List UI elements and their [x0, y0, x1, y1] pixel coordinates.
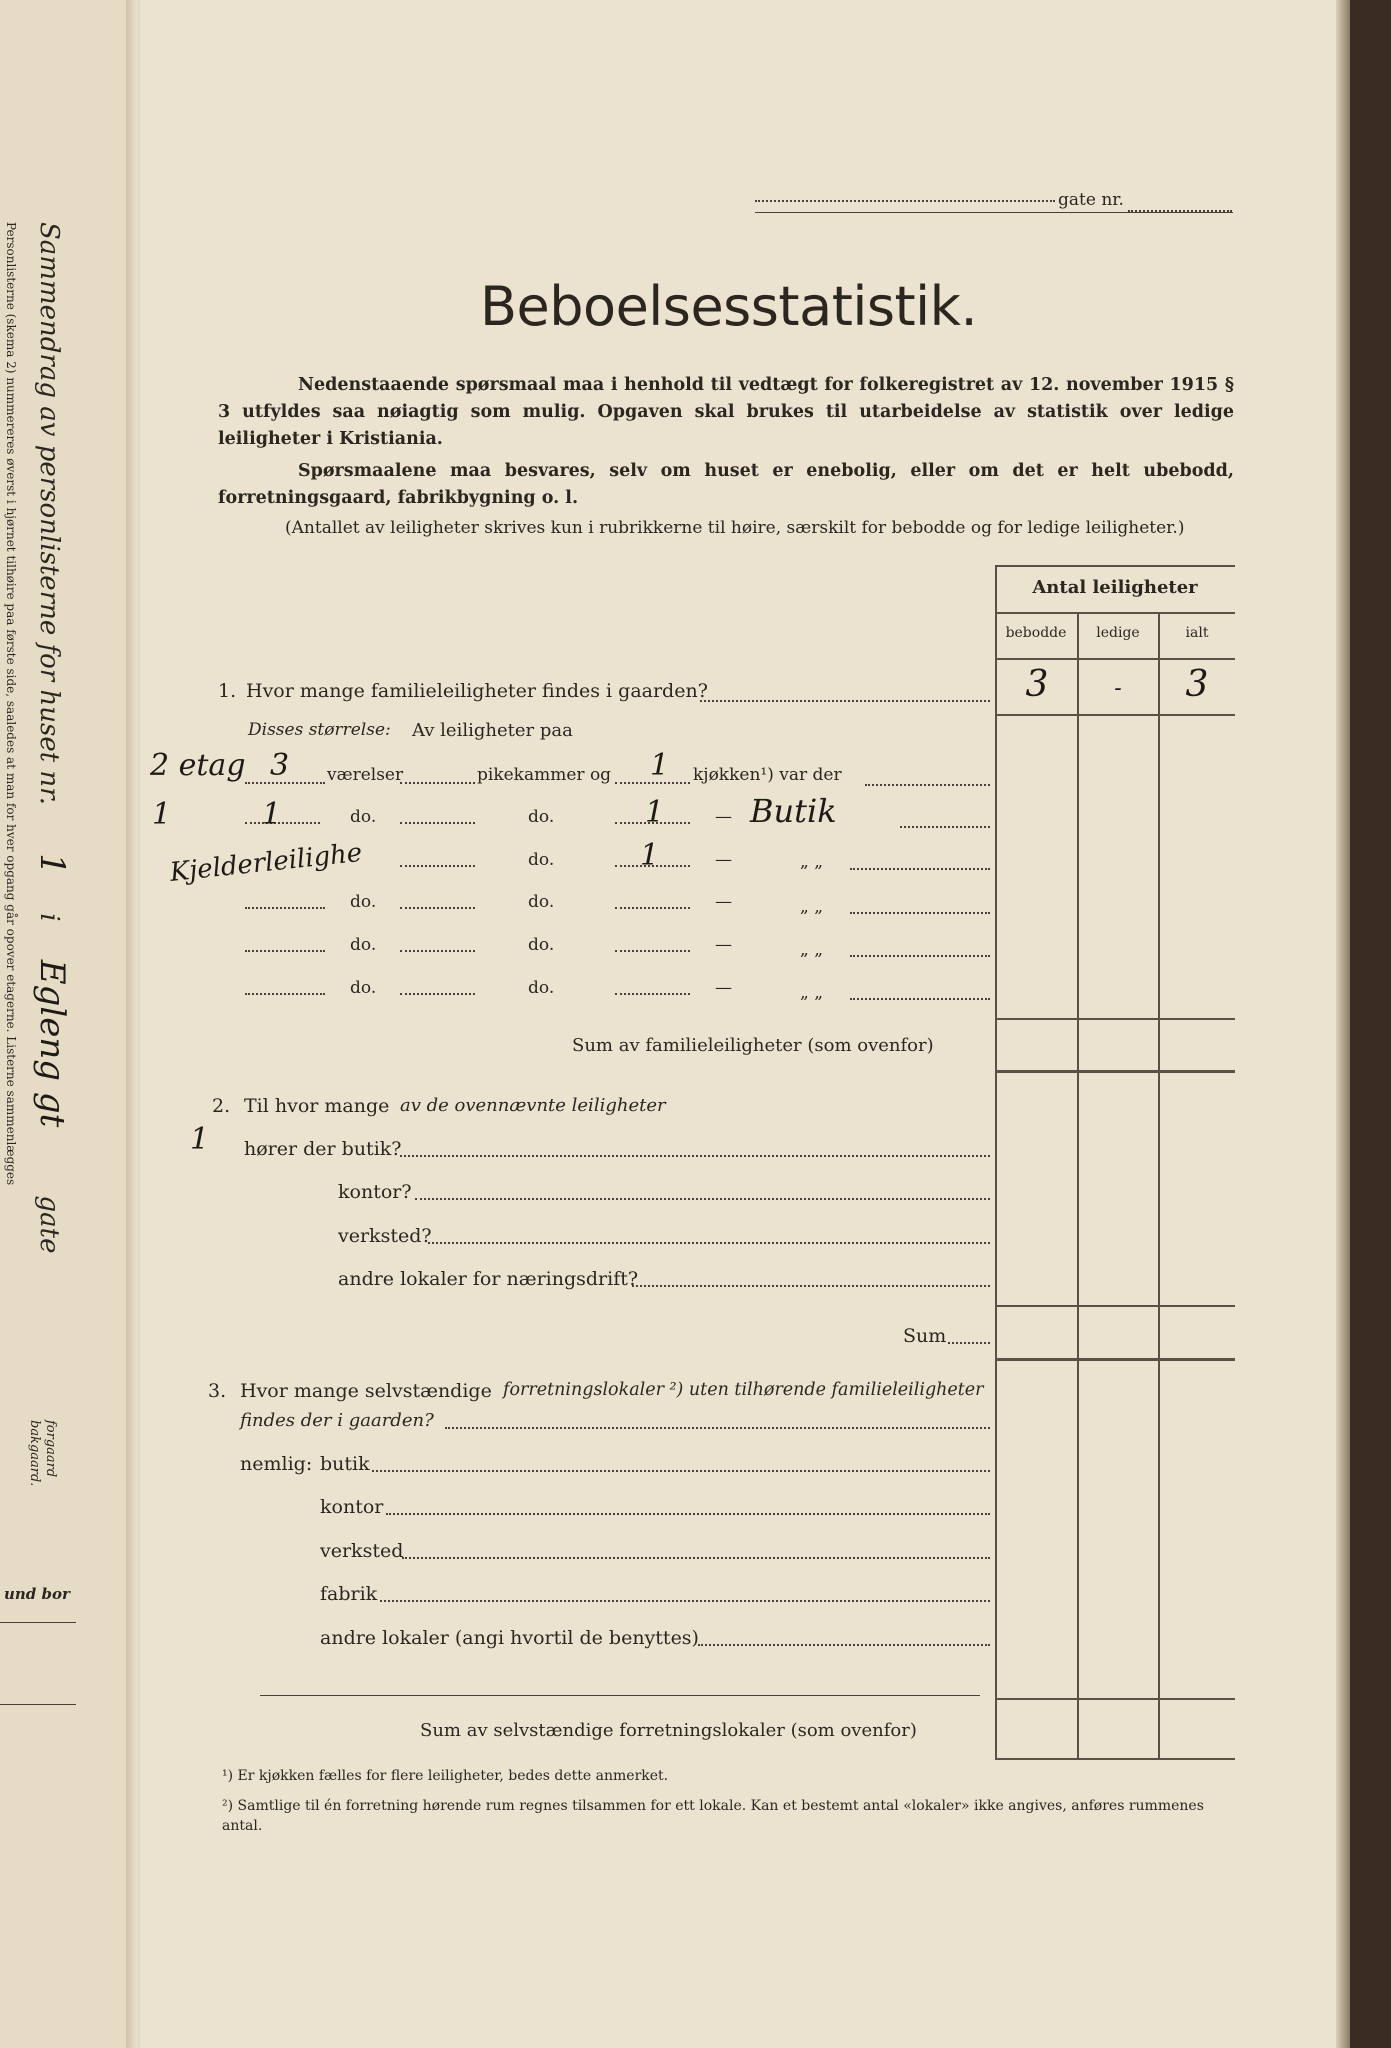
sum1-rule [995, 1070, 1235, 1073]
row4-rooms-line [245, 907, 325, 909]
q3-nemlig: nemlig: [240, 1453, 313, 1475]
left-rule-1 [0, 1622, 76, 1623]
q1-number: 1. [218, 680, 237, 702]
q3-item-andre: andre lokaler (angi hvortil de benyttes) [320, 1627, 699, 1649]
q3-text-a: Hvor mange selvstændige [240, 1380, 492, 1402]
header-underline [755, 212, 1233, 213]
row5-dash: — [715, 935, 732, 955]
row3-leader [850, 868, 990, 870]
q3-number: 3. [208, 1380, 227, 1402]
footnote-2: ²) Samtlige til én forretning hørende rum regnes tilsammen for ett lokale. Kan et bestemt antal «lokaler» ikke angives, anføres rummenes antal. [222, 1798, 1204, 1834]
row4-pike-line [400, 907, 475, 909]
row3-do-2: do. [528, 850, 555, 870]
row6-rooms-line [245, 993, 325, 995]
row5-rooms-line [245, 950, 325, 952]
row-rule-before-sum3 [995, 1698, 1235, 1700]
intro-paragraph-1: Nedenstaaende spørsmaal maa i henhold til vedtægt for folkeregistret av 12. november 1915 § 3 utfyldes saa nøiagtig som mulig. Opgaven skal brukes til utarbeidelse av statistik over ledige leiligheter i Kristiania. [218, 375, 1234, 449]
row4-do-2: do. [528, 892, 555, 912]
street-line [755, 200, 1055, 202]
q3-andre-leader [698, 1644, 990, 1646]
table-subheader-rule [995, 658, 1235, 660]
row5-quote: „ „ [800, 940, 824, 960]
q2-item-kontor: kontor? [338, 1181, 412, 1203]
row6-quote: „ „ [800, 983, 824, 1003]
row1-leader [865, 784, 990, 786]
q2-number: 2. [212, 1095, 231, 1117]
table-top-rule [995, 565, 1235, 567]
table-bottom-rule [995, 1758, 1235, 1760]
row6-kitchen-line [615, 993, 690, 995]
row1-rooms-hand: 3 [270, 748, 290, 783]
row1-kitchen-hand: 1 [650, 748, 670, 783]
q2-item-butik: hører der butik? [244, 1138, 402, 1160]
q1-ledige-value: - [1114, 676, 1122, 701]
row6-pike-line [400, 993, 475, 995]
q1-sum-label: Sum av familieleiligheter (som ovenfor) [572, 1035, 934, 1056]
col-ledige: ledige [1096, 625, 1140, 641]
row5-do-2: do. [528, 935, 555, 955]
left-bottom-text: und bor [4, 1585, 70, 1603]
row2-rooms-line [245, 822, 320, 824]
row6-do-2: do. [528, 978, 555, 998]
row3-kitchen-hand: 1 [640, 838, 660, 873]
row1-vaerelser: værelser [327, 765, 404, 785]
col-bebodde: bebodde [1005, 625, 1067, 641]
sum2-rule [995, 1358, 1235, 1361]
row5-pike-line [400, 950, 475, 952]
q2-text-a: Til hvor mange [244, 1095, 390, 1117]
row6-dash: — [715, 978, 732, 998]
row3-dash: — [715, 850, 732, 870]
row-rule-q1 [995, 714, 1235, 716]
table-col-rule-1 [1077, 612, 1079, 1760]
q3-sum-label: Sum av selvstændige forretningslokaler (som ovenfor) [420, 1720, 917, 1741]
footnote-1: ¹) Er kjøkken fælles for flere leiligheter, bedes dette anmerket. [222, 1768, 669, 1784]
table-col-rule-2 [1158, 612, 1160, 1760]
row2-extra-hand: Butik [750, 792, 837, 830]
q3-item-verksted: verksted [320, 1540, 404, 1562]
row2-pike-line [400, 822, 475, 824]
q2-sum-leader [948, 1342, 990, 1344]
q1-bebodde-value: 3 [1025, 664, 1049, 705]
q3-kontor-leader [386, 1513, 990, 1515]
q2-andre-leader [632, 1285, 990, 1287]
row3-quote: „ „ [800, 852, 824, 872]
q3-fabrik-leader [380, 1600, 990, 1602]
q2-hand-mark: 1 [190, 1122, 210, 1157]
row-rule-before-sum2 [995, 1305, 1235, 1307]
row2-count-hand: 1 [152, 797, 172, 832]
forgaard-bakgaard: forgaard bakgaard. [27, 1420, 58, 1487]
row1-count-hand: 2 etag [150, 748, 246, 783]
q1-text: Hvor mange familieleiligheter findes i gaarden? [246, 680, 708, 702]
row6-leader [850, 998, 990, 1000]
col-ialt: ialt [1185, 625, 1209, 641]
q3-leader [445, 1427, 990, 1429]
q1-leader [700, 700, 990, 702]
page-edge [1336, 0, 1350, 2048]
row1-kjokken: kjøkken¹) var der [693, 765, 842, 785]
table-left-rule [995, 565, 997, 1760]
row2-rooms-hand: 1 [262, 797, 282, 832]
q2-text-b: av de ovennævnte leiligheter [400, 1095, 666, 1116]
q2-butik-leader [400, 1155, 990, 1157]
q2-item-verksted: verksted? [338, 1225, 432, 1247]
q3-write-line [260, 1695, 980, 1696]
row2-do-1: do. [350, 807, 377, 827]
q1-size-label: Disses størrelse: [248, 720, 391, 740]
q3-butik-leader [372, 1470, 990, 1472]
row6-do-1: do. [350, 978, 377, 998]
row1-pikekammer: pikekammer og [477, 765, 612, 785]
row4-leader [850, 912, 990, 914]
row2-leader [900, 826, 990, 828]
q3-item-kontor: kontor [320, 1496, 384, 1518]
row2-do-2: do. [528, 807, 555, 827]
q3-item-butik: butik [320, 1453, 370, 1475]
gate-nr-label: gate nr. [1058, 190, 1124, 210]
left-margin-note: Personlisterne (skema 2) nummereres øverst i hjørnet tilhøire paa første side, saaledes at man for hver opgang går opover etagerne. Listerne sammenlægges [4, 222, 18, 1186]
row1-pike-line [400, 782, 475, 784]
q2-sum-label: Sum [903, 1325, 947, 1347]
row4-quote: „ „ [800, 897, 824, 917]
row4-dash: — [715, 892, 732, 912]
q3-verksted-leader [402, 1557, 990, 1559]
q3-text-c: findes der i gaarden? [240, 1410, 434, 1431]
q2-kontor-leader [415, 1198, 990, 1200]
row-rule-before-sum1 [995, 1018, 1235, 1020]
q3-text-b: forretningslokaler ²) uten tilhørende familieleiligheter [503, 1380, 984, 1400]
q1-size-text: Av leiligheter paa [412, 720, 573, 741]
row4-do-1: do. [350, 892, 377, 912]
street-name-hand: Egleng gt [32, 959, 72, 1128]
intro-paragraph-2: Spørsmaalene maa besvares, selv om huset er enebolig, eller om det er helt ubebodd, forretningsgaard, fabrikbygning o. l. [218, 461, 1234, 508]
table-header-rule [995, 612, 1235, 614]
left-margin-title: Sammendrag av personlisterne for huset nr. 1 i Egleng gt gate [32, 222, 72, 1254]
intro-paragraph-3: (Antallet av leiligheter skrives kun i rubrikkerne til høire, særskilt for bebodde og for ledige leiligheter.) [285, 518, 1185, 538]
row3-count-hand: Kjelderleilighe [168, 837, 364, 888]
left-rule-2 [0, 1704, 76, 1705]
row5-leader [850, 955, 990, 957]
q3-item-fabrik: fabrik [320, 1583, 378, 1605]
row2-kitchen-hand: 1 [645, 795, 665, 830]
row4-kitchen-line [615, 907, 690, 909]
q2-verksted-leader [428, 1242, 990, 1244]
row5-do-1: do. [350, 935, 377, 955]
row3-pike-line [400, 865, 475, 867]
table-group-header: Antal leiligheter [1032, 577, 1198, 598]
page-title: Beboelsesstatistik. [480, 275, 978, 338]
q2-item-andre: andre lokaler for næringsdrift? [338, 1268, 639, 1290]
row2-dash: — [715, 807, 732, 827]
q1-ialt-value: 3 [1185, 664, 1209, 705]
house-number-hand: 1 [32, 853, 72, 875]
row5-kitchen-line [615, 950, 690, 952]
